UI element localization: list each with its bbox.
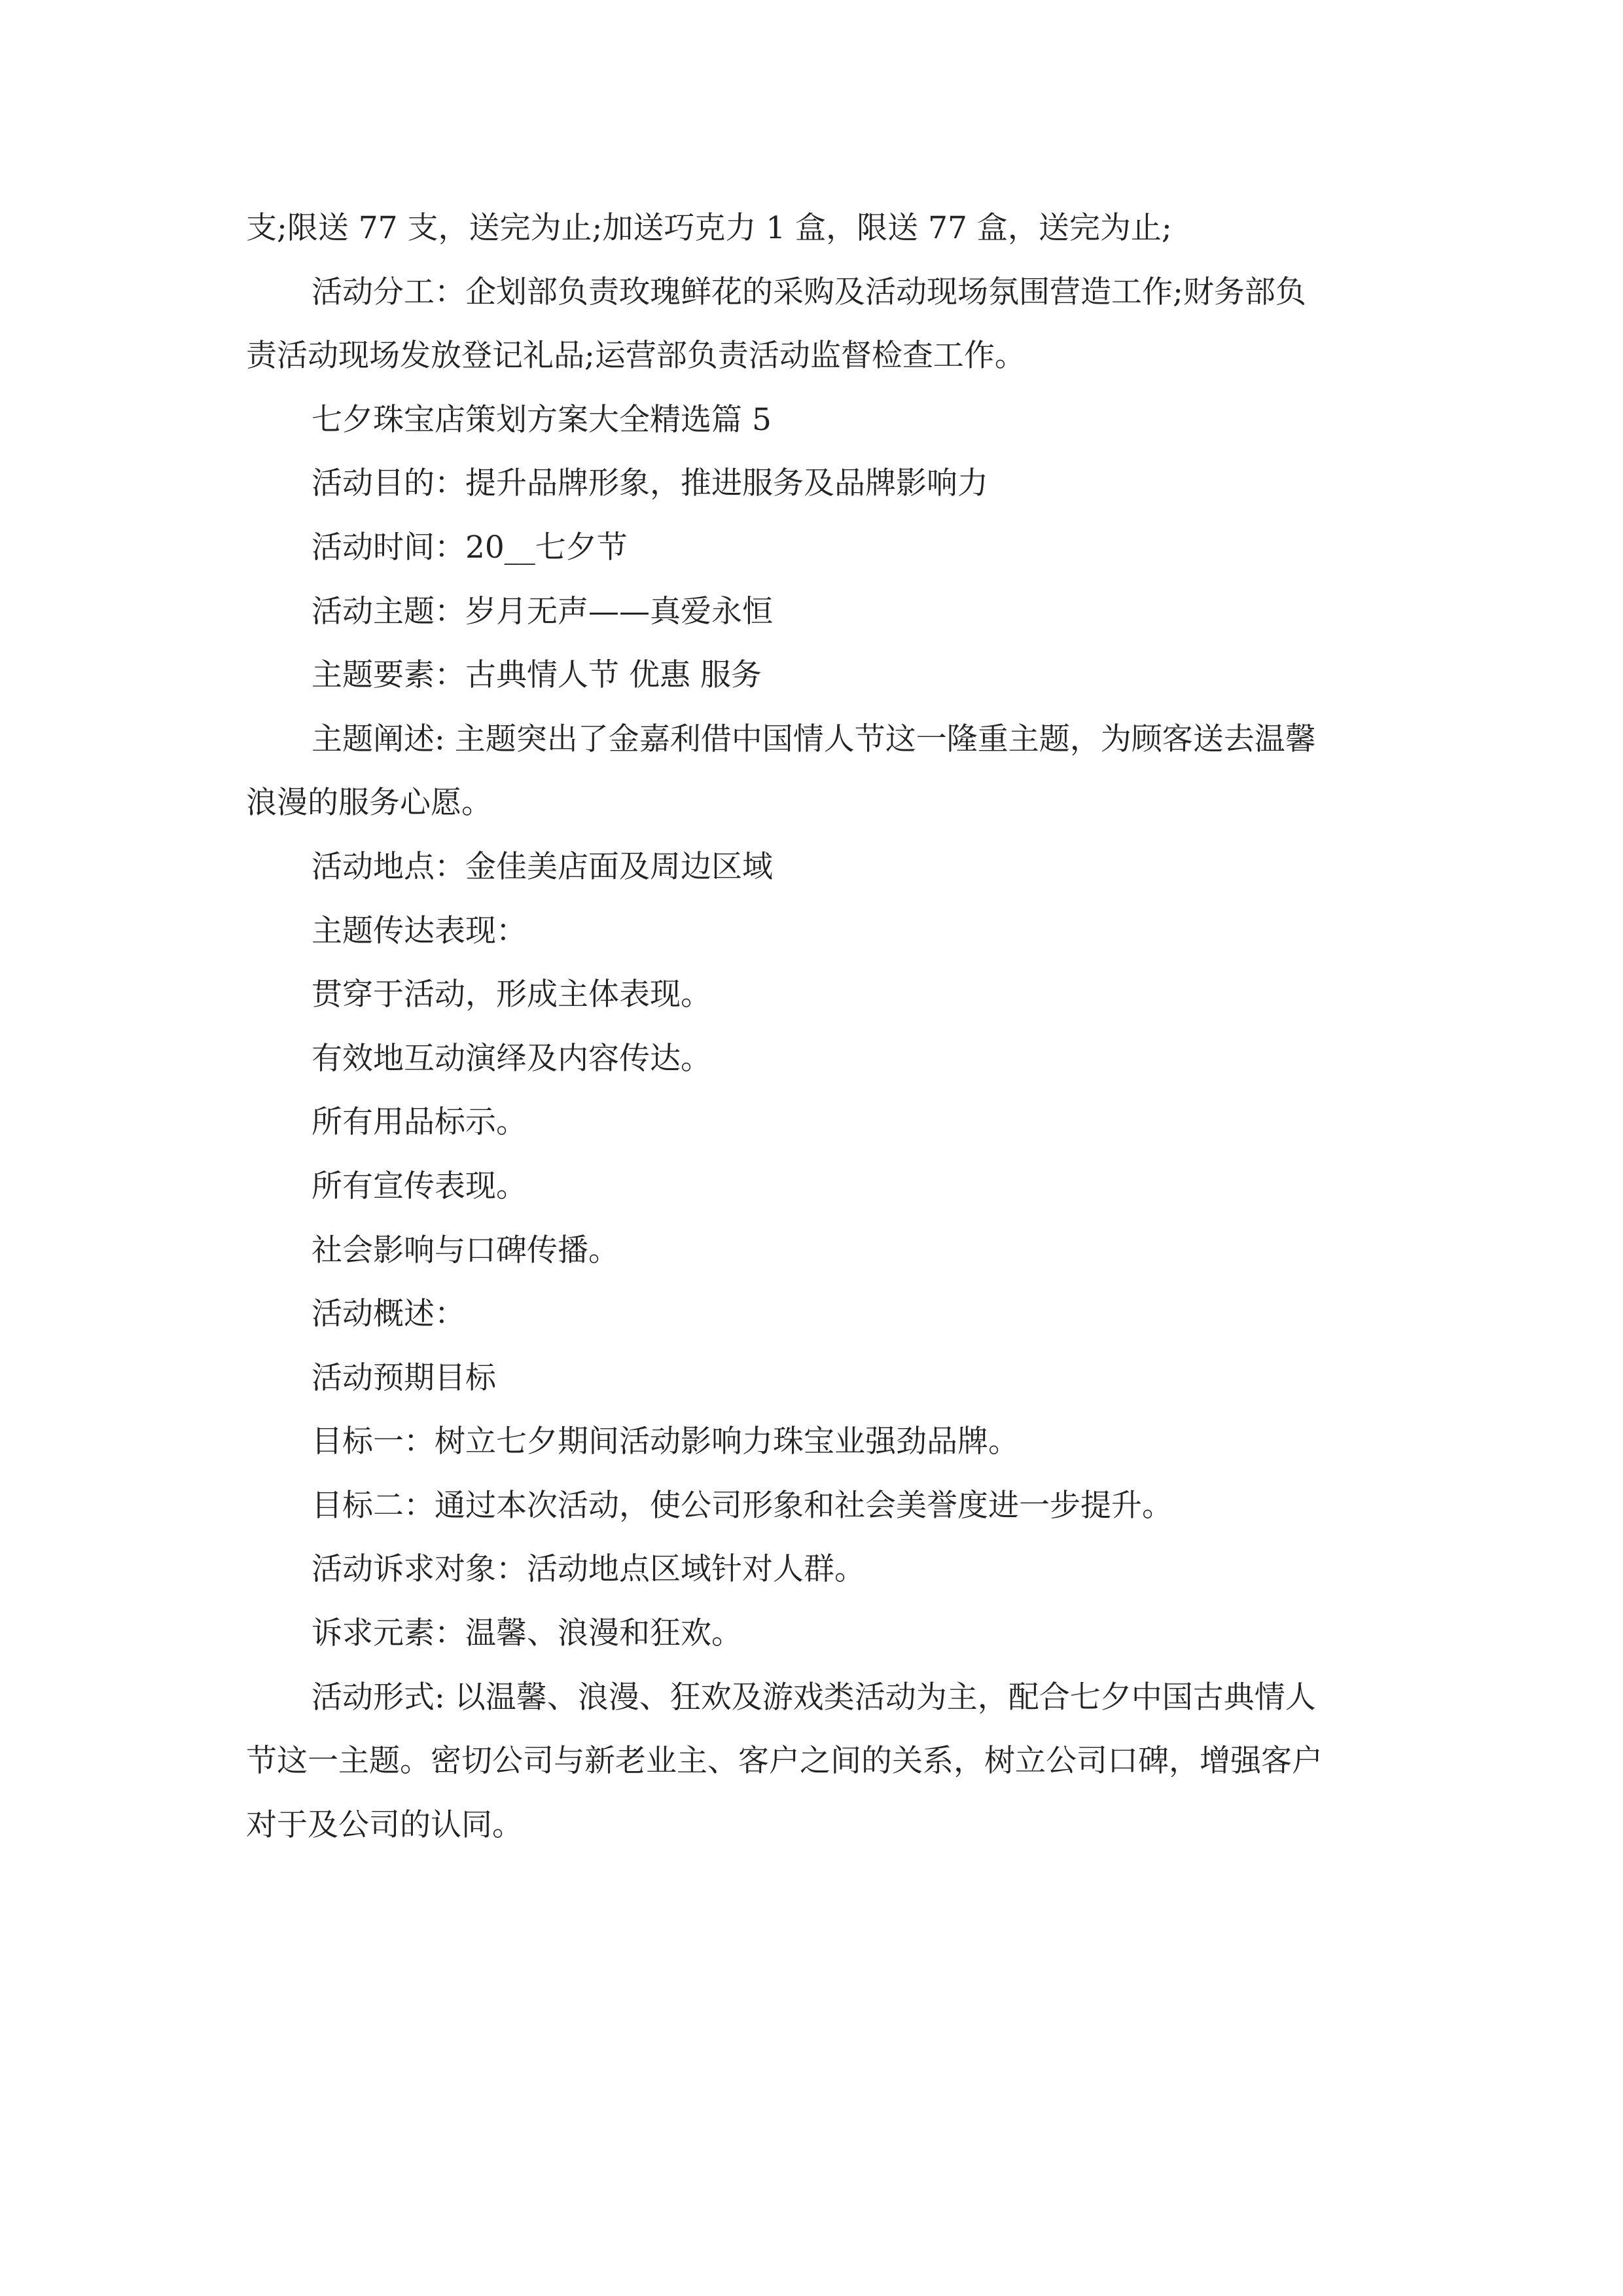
paragraph [246,1219,1378,1283]
text-line: 支;限送 77 支，送完为止;加送巧克力 1 盒，限送 77 盒，送完为止; [246,210,1172,246]
paragraph [246,1602,1378,1666]
paragraph [246,1027,1378,1091]
paragraph [246,1282,1378,1346]
paragraph [246,388,1378,452]
text-line: 对于及公司的认同。 [246,1806,523,1843]
text-line: 活动诉求对象：活动地点区域针对人群。 [312,1551,865,1588]
paragraph [246,835,1378,899]
text-line: 目标二：通过本次活动，使公司形象和社会美誉度进一步提升。 [312,1487,1173,1524]
paragraph [246,1474,1378,1538]
paragraph [246,196,1378,260]
paragraph [246,1537,1378,1602]
text-line: 目标一：树立七夕期间活动影响力珠宝业强劲品牌。 [312,1424,1019,1460]
paragraph [246,516,1378,580]
text-line: 社会影响与口碑传播。 [312,1232,619,1268]
text-line: 活动主题：岁月无声——真爱永恒 [312,593,773,630]
paragraph [246,963,1378,1027]
text-line: 活动时间：20__七夕节 [312,529,628,565]
text-line: 节这一主题。密切公司与新老业主、客户之间的关系，树立公司口碑，增强客户 [246,1743,1323,1780]
document-body [246,196,1378,1857]
paragraph [246,899,1378,963]
paragraph [246,643,1378,708]
paragraph [246,1346,1378,1410]
paragraph [246,1666,1378,1857]
text-line: 七夕珠宝店策划方案大全精选篇 5 [312,401,772,438]
text-line: 浪漫的服务心愿。 [246,785,492,821]
text-line: 诉求元素：温馨、浪漫和狂欢。 [312,1615,742,1652]
paragraph [246,708,1378,835]
text-line: 所有宣传表现。 [312,1168,527,1204]
text-line: 责活动现场发放登记礼品;运营部负责活动监督检查工作。 [246,338,1026,374]
paragraph [246,580,1378,644]
paragraph [246,1090,1378,1155]
paragraph [246,1410,1378,1474]
text-line: 活动目的：提升品牌形象，推进服务及品牌影响力 [312,465,988,502]
paragraph [246,260,1378,388]
text-line: 活动形式: 以温馨、浪漫、狂欢及游戏类活动为主，配合七夕中国古典情人 [312,1679,1316,1715]
text-line: 活动地点：金佳美店面及周边区域 [312,848,773,885]
text-line: 贯穿于活动，形成主体表现。 [312,977,711,1013]
text-line: 活动预期目标 [312,1359,496,1396]
text-line: 活动分工：企划部负责玫瑰鲜花的采购及活动现场氛围营造工作;财务部负 [312,274,1306,310]
text-line: 有效地互动演绎及内容传达。 [312,1040,711,1077]
text-line: 主题传达表现： [312,912,527,949]
paragraph [246,1155,1378,1219]
text-line: 所有用品标示。 [312,1104,527,1141]
text-line: 主题阐述: 主题突出了金嘉利借中国情人节这一隆重主题，为顾客送去温馨 [312,721,1316,757]
text-line: 活动概述： [312,1296,465,1333]
text-line: 主题要素：古典情人节 优惠 服务 [312,657,762,694]
paragraph [246,452,1378,516]
